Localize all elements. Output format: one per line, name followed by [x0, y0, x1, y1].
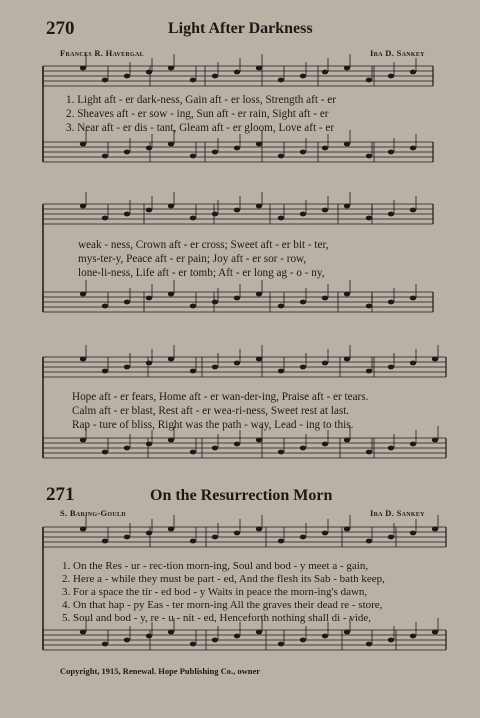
note-head [388, 150, 394, 155]
note-head [278, 78, 284, 83]
note-head [190, 304, 196, 309]
note-head [146, 442, 152, 447]
note-head [146, 361, 152, 366]
note-head [124, 535, 130, 540]
lyric-line: 5. Soul and bod - y, re - u - nit - ed, Henceforth nothing shall di - vide, [62, 612, 372, 624]
note-head [212, 74, 218, 79]
author-credit: S. Baring-Gould [60, 508, 126, 518]
note-head [80, 292, 86, 297]
note-head [80, 438, 86, 443]
note-head [344, 357, 350, 362]
note-head [322, 70, 328, 75]
note-head [124, 212, 130, 217]
hymn-number: 271 [46, 484, 75, 505]
note-head [432, 357, 438, 362]
note-head [388, 212, 394, 217]
note-head [256, 142, 262, 147]
note-head [190, 450, 196, 455]
note-head [124, 365, 130, 370]
note-head [388, 446, 394, 451]
hymn-number: 270 [46, 18, 75, 39]
copyright-notice: Copyright, 1915, Renewal. Hope Publishing Co., owner [60, 666, 260, 676]
note-head [234, 146, 240, 151]
note-head [300, 300, 306, 305]
note-head [300, 150, 306, 155]
note-head [168, 630, 174, 635]
note-head [344, 204, 350, 209]
note-head [212, 212, 218, 217]
note-head [168, 438, 174, 443]
note-head [234, 634, 240, 639]
note-head [300, 74, 306, 79]
note-head [102, 450, 108, 455]
note-head [190, 539, 196, 544]
note-head [80, 630, 86, 635]
note-head [212, 535, 218, 540]
note-head [212, 446, 218, 451]
note-head [80, 66, 86, 71]
note-head [146, 296, 152, 301]
note-head [168, 142, 174, 147]
note-head [410, 296, 416, 301]
note-head [366, 369, 372, 374]
note-head [190, 78, 196, 83]
note-head [234, 531, 240, 536]
note-head [168, 527, 174, 532]
note-head [234, 296, 240, 301]
lyric-line: 3. Near aft - er dis - tant, Gleam aft - er gloom, Love aft - er [66, 122, 335, 134]
note-head [256, 438, 262, 443]
note-head [234, 70, 240, 75]
note-head [322, 634, 328, 639]
note-head [366, 539, 372, 544]
note-head [322, 531, 328, 536]
note-head [80, 142, 86, 147]
note-head [410, 208, 416, 213]
note-head [410, 70, 416, 75]
note-head [344, 142, 350, 147]
note-head [146, 146, 152, 151]
note-head [124, 446, 130, 451]
note-head [124, 74, 130, 79]
note-head [256, 292, 262, 297]
note-head [300, 365, 306, 370]
note-head [322, 208, 328, 213]
note-head [388, 74, 394, 79]
note-head [256, 357, 262, 362]
lyric-line: Calm aft - er blast, Rest aft - er wea-ri-ness, Sweet rest at last. [72, 405, 350, 417]
lyric-line: Rap - ture of bliss, Right was the path - way, Lead - ing to this. [72, 419, 354, 431]
note-head [102, 304, 108, 309]
note-head [410, 531, 416, 536]
note-head [432, 527, 438, 532]
note-head [124, 638, 130, 643]
note-head [300, 638, 306, 643]
note-head [146, 634, 152, 639]
note-head [212, 150, 218, 155]
note-head [168, 292, 174, 297]
note-head [410, 361, 416, 366]
lyric-line: weak - ness, Crown aft - er cross; Sweet aft - er bit - ter, [78, 239, 329, 251]
note-head [212, 300, 218, 305]
note-head [190, 154, 196, 159]
note-head [102, 78, 108, 83]
note-head [344, 438, 350, 443]
note-head [388, 638, 394, 643]
note-head [344, 527, 350, 532]
note-head [256, 66, 262, 71]
note-head [168, 204, 174, 209]
lyric-line: 1. On the Res - ur - rec-tion morn-ing, Soul and bod - y meet a - gain, [62, 560, 369, 572]
lyric-line: 1. Light aft - er dark-ness, Gain aft - er loss, Strength aft - er [66, 94, 336, 106]
author-credit: Frances R. Havergal [60, 48, 144, 58]
note-head [168, 66, 174, 71]
note-head [124, 300, 130, 305]
hymn-title: On the Resurrection Morn [150, 487, 333, 504]
note-head [278, 154, 284, 159]
note-head [300, 446, 306, 451]
note-head [278, 369, 284, 374]
hymn-title: Light After Darkness [168, 20, 313, 37]
lyric-line: Hope aft - er fears, Home aft - er wan-der-ing, Praise aft - er tears. [72, 391, 369, 403]
note-head [410, 442, 416, 447]
note-head [300, 535, 306, 540]
lyric-line: 4. On that hap - py Eas - ter morn-ing All the graves their dead re - store, [62, 599, 383, 611]
note-head [256, 527, 262, 532]
note-head [366, 216, 372, 221]
note-head [102, 216, 108, 221]
note-head [190, 369, 196, 374]
note-head [234, 208, 240, 213]
note-head [146, 208, 152, 213]
note-head [190, 642, 196, 647]
note-head [410, 634, 416, 639]
note-head [80, 357, 86, 362]
note-head [300, 212, 306, 217]
note-head [102, 642, 108, 647]
note-head [366, 642, 372, 647]
note-head [256, 630, 262, 635]
note-head [124, 150, 130, 155]
note-head [388, 300, 394, 305]
note-head [366, 304, 372, 309]
note-head [322, 146, 328, 151]
note-head [212, 365, 218, 370]
note-head [256, 204, 262, 209]
note-head [146, 531, 152, 536]
note-head [366, 154, 372, 159]
note-head [278, 304, 284, 309]
lyric-line: 3. For a space the tir - ed bod - y Waits in peace the morn-ing's dawn, [62, 586, 368, 598]
note-head [344, 66, 350, 71]
note-head [322, 361, 328, 366]
lyric-line: 2. Here a - while they must be part - ed, And the flesh its Sab - bath keep, [62, 573, 385, 585]
note-head [322, 296, 328, 301]
note-head [410, 146, 416, 151]
note-head [322, 442, 328, 447]
note-head [388, 535, 394, 540]
composer-credit: Ira D. Sankey [370, 508, 425, 518]
note-head [278, 642, 284, 647]
note-head [278, 216, 284, 221]
lyric-line: lone-li-ness, Life aft - er tomb; Aft - er long ag - o - ny, [78, 267, 325, 279]
note-head [190, 216, 196, 221]
note-head [344, 630, 350, 635]
note-head [212, 638, 218, 643]
note-head [102, 154, 108, 159]
note-head [278, 450, 284, 455]
note-head [234, 442, 240, 447]
note-head [278, 539, 284, 544]
note-head [344, 292, 350, 297]
note-head [168, 357, 174, 362]
note-head [102, 369, 108, 374]
note-head [146, 70, 152, 75]
note-head [432, 630, 438, 635]
composer-credit: Ira D. Sankey [370, 48, 425, 58]
note-head [80, 527, 86, 532]
lyric-line: mys-ter-y, Peace aft - er pain; Joy aft - er sor - row, [78, 253, 307, 265]
note-head [366, 450, 372, 455]
lyric-line: 2. Sheaves aft - er sow - ing, Sun aft - er rain, Sight aft - er [66, 108, 329, 120]
note-head [80, 204, 86, 209]
note-head [432, 438, 438, 443]
note-head [388, 365, 394, 370]
note-head [234, 361, 240, 366]
note-head [366, 78, 372, 83]
note-head [102, 539, 108, 544]
